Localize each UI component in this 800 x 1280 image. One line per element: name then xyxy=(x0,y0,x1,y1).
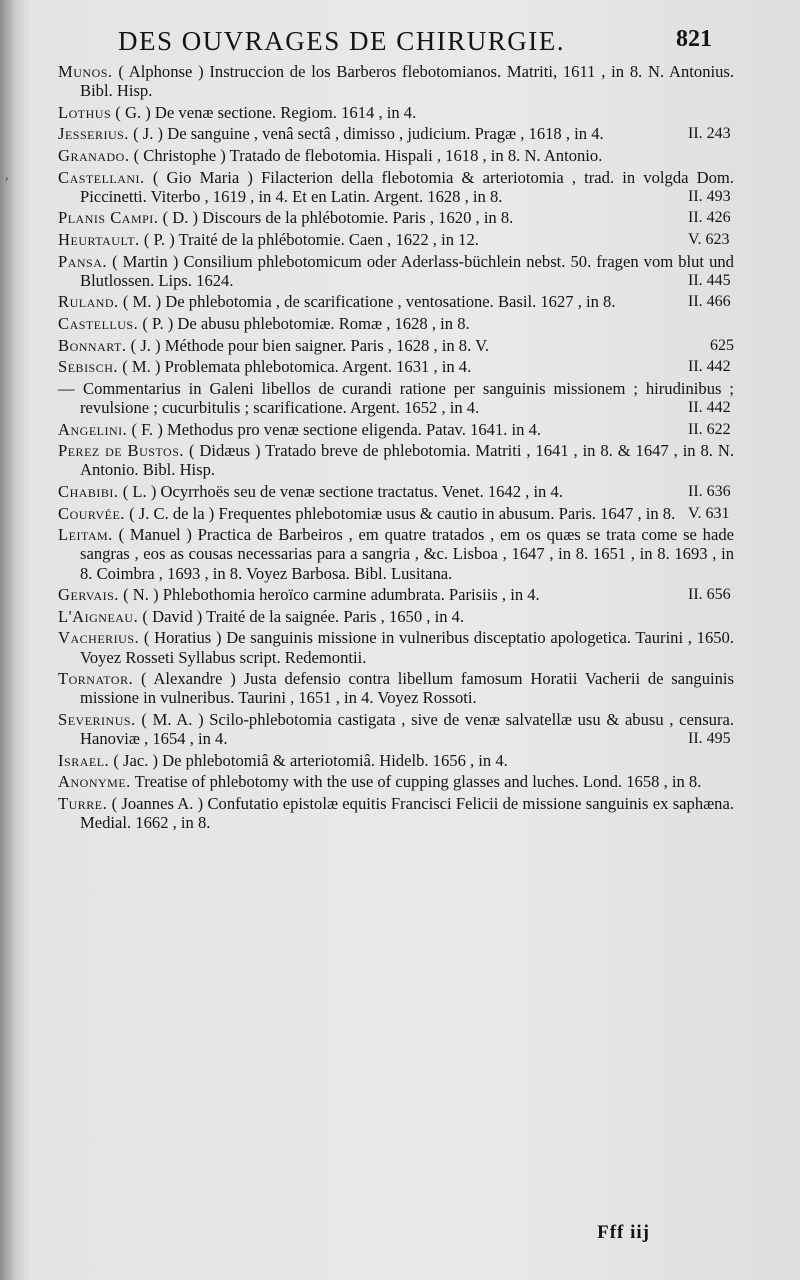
entry-text: Treatise of phlebotomy with the use of cupping glasses and luches. Lond. 1658 , in 8. xyxy=(134,772,702,792)
signature-mark: Fff iij xyxy=(597,1222,650,1243)
entry-author: Bonnart. xyxy=(58,335,127,355)
entry-author: Leitam. xyxy=(58,525,113,545)
bibliography-entry xyxy=(58,794,734,832)
entry-author: Pansa. xyxy=(58,251,108,271)
entry-author: Munos. xyxy=(58,62,113,81)
entry-reference: II. 445 xyxy=(688,271,731,289)
bibliography-entry xyxy=(58,208,734,227)
entry-text: ( M. A. ) Scilo-phlebotomia castigata , sive de venæ salvatellæ usu & abusu , censura. Hanoviæ , 1654 , in 4. xyxy=(80,709,734,749)
bibliography-entry xyxy=(58,62,734,100)
entry-text: ( F. ) Methodus pro venæ sectione eligenda. Patav. 1641. in 4. xyxy=(131,419,542,439)
entry-reference: 625 xyxy=(710,336,734,354)
entry-reference: II. 426 xyxy=(688,209,731,227)
bibliography-entry xyxy=(58,585,734,604)
entry-author: Tornator. xyxy=(58,669,134,689)
bibliography-entry xyxy=(58,230,734,249)
entry-reference: II. 243 xyxy=(688,125,731,143)
entry-text: ( P. ) De abusu phlebotomiæ. Romæ , 1628 , in 8. xyxy=(142,313,470,333)
bibliography-entry xyxy=(58,669,734,707)
running-title: DES OUVRAGES DE CHIRURGIE. xyxy=(118,26,566,56)
entry-text: ( J. ) De sanguine , venâ sectâ , dimisso , judicium. Pragæ , 1618 , in 4. xyxy=(133,124,604,144)
bibliography-entry xyxy=(58,628,734,666)
entry-author: Angelini. xyxy=(58,419,128,439)
entry-text: ( M. ) De phlebotomia , de scarificatione , ventosatione. Basil. 1627 , in 8. xyxy=(122,292,616,312)
bibliography-entry xyxy=(58,336,734,355)
entry-text: ( D. ) Discours de la phlébotomie. Paris , 1620 , in 8. xyxy=(162,208,514,228)
entry-text: Commentarius in Galeni libellos de curandi ratione per sanguinis missionem ; hirudinibus ; revulsione ; cucurbitulis ; scarificatione. Argent. 1652 , in 4. xyxy=(80,378,734,417)
entry-reference: II. 442 xyxy=(688,358,731,376)
entry-reference: II. 466 xyxy=(688,293,731,311)
bibliography-entry xyxy=(58,357,734,376)
entry-author: Planis Campi. xyxy=(58,208,159,228)
entry-reference: II. 442 xyxy=(688,398,731,416)
entry-text: ( Horatius ) De sanguinis missione in vulneribus disceptatio apologetica. Taurini , 1650. Voyez Rosseti Syllabus script. Redemontii. xyxy=(80,628,734,667)
entry-author: — xyxy=(58,378,76,398)
entry-reference: II. 495 xyxy=(688,730,731,748)
entry-text: ( M. ) Problemata phlebotomica. Argent. 1631 , in 4. xyxy=(122,357,472,377)
page-header xyxy=(118,26,712,60)
entry-text: ( Joannes A. ) Confutatio epistolæ equitis Francisci Felicii de missione sanguinis ex saphæna. Medial. 1662 , in 8. xyxy=(80,793,734,833)
entry-text: ( L. ) Ocyrrhoës seu de venæ sectione tractatus. Venet. 1642 , in 4. xyxy=(122,481,563,501)
entry-author: Israel. xyxy=(58,750,110,770)
bibliography-entry xyxy=(58,292,734,311)
bibliography-entry xyxy=(58,420,734,439)
entry-text: ( N. ) Phlebothomia heroïco carmine adumbrata. Parisiis , in 4. xyxy=(123,585,540,605)
bibliography-entry xyxy=(58,314,734,333)
bibliography-entry xyxy=(58,525,734,583)
entry-text: ( Alexandre ) Justa defensio contra libellum famosum Horatii Vacherii de sanguinis missione in vulneribus. Taurini , 1651 , in 4. Voyez Rossoti. xyxy=(80,669,734,708)
entry-text: ( Alphonse ) Instruccion de los Barberos flebotomianos. Matriti, 1611 , in 8. N. Antonius. Bibl. Hisp. xyxy=(80,62,735,101)
bibliography-list xyxy=(58,62,734,835)
margin-mark: ʼ xyxy=(4,176,9,192)
bibliography-entry xyxy=(58,607,734,626)
entry-reference: II. 656 xyxy=(688,586,731,604)
entry-reference: II. 493 xyxy=(688,187,731,205)
bibliography-entry xyxy=(58,379,734,417)
bibliography-entry xyxy=(58,751,734,770)
entry-author: Lothus xyxy=(58,102,112,122)
entry-text: ( Manuel ) Practica de Barbeiros , em quatre tratados , em os quæs se trata come se hade sangras , eos as cousas necessarias para a sangria , &c. Lisboa , 1647 , in 8. 1651 , in 8. 1693 , in 8. Coimbra , 1693 , in 8. Voyez Barbosa. Bibl. Lusitana. xyxy=(80,525,734,583)
entry-reference: V. 623 xyxy=(688,230,730,248)
bibliography-entry xyxy=(58,441,734,479)
entry-author: Severinus. xyxy=(58,709,136,729)
entry-author: Granado. xyxy=(58,145,130,165)
entry-text: ( Martin ) Consilium phlebotomicum oder Aderlass-büchlein nebst. 50. fragen vom blut und Blutlossen. Lips. 1624. xyxy=(80,251,734,290)
entry-author: Castellani. xyxy=(58,167,145,187)
bibliography-entry xyxy=(58,103,734,122)
bibliography-entry xyxy=(58,710,734,748)
bibliography-entry xyxy=(58,482,734,501)
entry-author: Perez de Bustos. xyxy=(58,441,185,461)
entry-text: ( Didæus ) Tratado breve de phlebotomia. Matriti , 1641 , in 8. & 1647 , in 8. N. Antonio. Bibl. Hisp. xyxy=(80,441,734,480)
entry-reference: II. 622 xyxy=(688,420,731,438)
entry-text: ( J. C. de la ) Frequentes phlebotomiæ usus & cautio in abusum. Paris. 1647 , in 8. xyxy=(129,503,676,523)
entry-author: L'Aigneau. xyxy=(58,606,139,626)
entry-author: Sebisch. xyxy=(58,357,119,377)
bibliography-entry xyxy=(58,252,734,290)
entry-author: Castellus. xyxy=(58,313,139,333)
entry-author: Chabibi. xyxy=(58,481,119,501)
bibliography-entry xyxy=(58,168,734,206)
entry-author: Heurtault. xyxy=(58,229,140,249)
entry-text: ( Gio Maria ) Filacterion della flebotomia & arteriotomia , trad. in volgda Dom. Piccinetti. Viterbo , 1619 , in 4. Et en Latin. Argent. 1628 , in 8. xyxy=(80,167,734,206)
entry-reference: V. 631 xyxy=(688,504,730,522)
entry-text: ( P. ) Traité de la phlébotomie. Caen , 1622 , in 12. xyxy=(143,229,479,249)
entry-text: ( J. ) Méthode pour bien saigner. Paris , 1628 , in 8. V. xyxy=(130,335,490,355)
entry-author: Turre. xyxy=(58,793,108,813)
entry-text: ( Jac. ) De phlebotomiâ & arteriotomiâ. Hidelb. 1656 , in 4. xyxy=(113,750,508,770)
entry-author: Gervais. xyxy=(58,585,119,605)
entry-text: ( David ) Traité de la saignée. Paris , 1650 , in 4. xyxy=(142,606,465,626)
bibliography-entry xyxy=(58,772,734,791)
bibliography-entry xyxy=(58,124,734,143)
entry-author: Ruland. xyxy=(58,292,119,312)
entry-text: ( G. ) De venæ sectione. Regiom. 1614 , in 4. xyxy=(115,102,417,122)
bibliography-entry xyxy=(58,504,734,523)
entry-author: Courvée. xyxy=(58,503,125,523)
bibliography-entry xyxy=(58,146,734,165)
entry-text: ( Christophe ) Tratado de flebotomia. Hispali , 1618 , in 8. N. Antonio. xyxy=(133,145,603,165)
entry-author: Vacherius. xyxy=(58,628,140,648)
page-number: 821 xyxy=(676,26,712,52)
entry-author: Anonyme. xyxy=(58,772,131,792)
entry-reference: II. 636 xyxy=(688,482,731,500)
entry-author: Jesserius. xyxy=(58,124,129,144)
